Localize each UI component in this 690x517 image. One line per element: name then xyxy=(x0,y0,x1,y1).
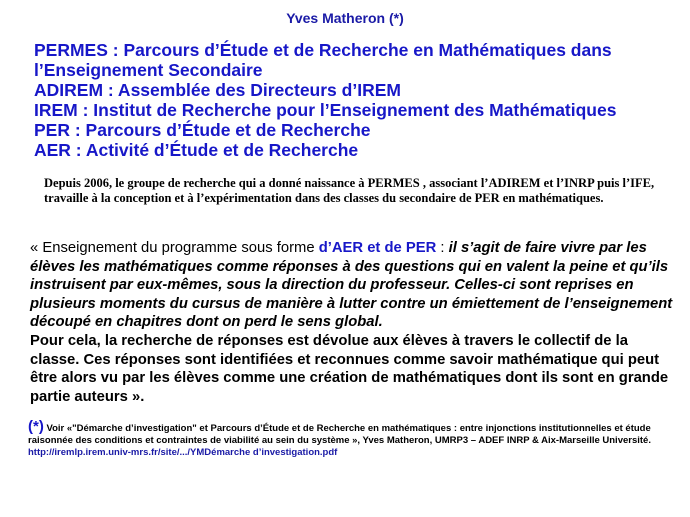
quote-highlight: d’AER et de PER xyxy=(318,240,437,256)
footnote-marker: (*) xyxy=(28,418,44,435)
acronym-line: IREM : Institut de Recherche pour l’Enseignement des Mathématiques xyxy=(34,100,617,120)
quote-paragraph xyxy=(30,239,680,406)
quote-rest: Pour cela, la recherche de réponses est dévolue aux élèves à travers le collectif de la classe. Ces réponses sont identifiées et reconnues comme savoir mathématique qui peut être alors vu par les élèves comme une création de mathématiques dont ils sont en grande partie auteurs ». xyxy=(30,332,669,405)
acronym-line: PER : Parcours d’Étude et de Recherche xyxy=(34,120,371,140)
quote-open: « Enseignement du programme sous forme xyxy=(30,240,319,256)
acronym-line: AER : Activité d’Étude et de Recherche xyxy=(34,140,359,160)
author-title: Yves Matheron (*) xyxy=(286,10,404,26)
intro-paragraph: Depuis 2006, le groupe de recherche qui a donné naissance à PERMES , associant l’ADIREM et l’INRP puis l’IFE, travaille à la conception et à l’expérimentation dans des classes du secondaire de PER en mathématiques. xyxy=(44,176,655,205)
acronym-list xyxy=(34,40,684,160)
footnote-link[interactable]: http://iremlp.irem.univ-mrs.fr/site/.../YMDémarche d’investigation.pdf xyxy=(28,447,338,458)
quote-italic: il s’agit de faire vivre par les élèves les mathématiques comme réponses à des questions qui en valent la peine et qu’ils instruisent par eux-mêmes, sous la direction du professeur. Celles-ci sont reprises en plusieurs moments du cursus de manière à lutter contre un émiettement de l’enseignement découpé en chapitres dont on perd le sens global. xyxy=(30,240,673,331)
acronym-line: ADIREM : Assemblée des Directeurs d’IREM xyxy=(34,80,401,100)
footnote xyxy=(28,418,678,459)
acronym-line: PERMES : Parcours d’Étude et de Recherche en Mathématiques dans xyxy=(34,40,612,60)
quote-colon: : xyxy=(436,240,449,256)
footnote-text: Voir «"Démarche d’investigation" et Parcours d’Étude et de Recherche en mathématiques : entre injonctions institutionnelles et étude raisonnée des conditions et contraintes de viabilité au sein du système », Yves Matheron, UMRP3 – ADEF INRP & Aix-Marseille Université. xyxy=(28,423,651,446)
acronym-line: l’Enseignement Secondaire xyxy=(34,60,263,80)
